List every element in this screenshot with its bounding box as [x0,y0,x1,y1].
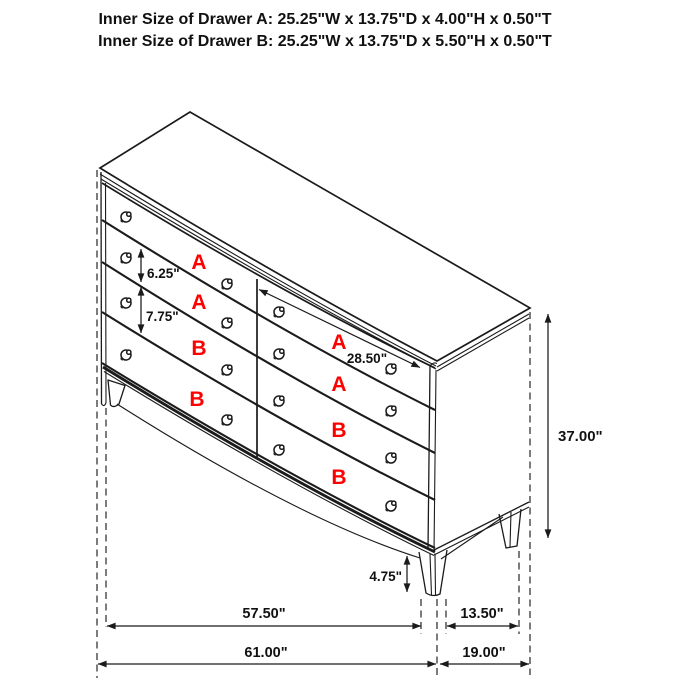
drawer-knob-icon [274,349,284,359]
drawer-label-left-4: B [189,388,205,411]
drawer-label-right-1: A [331,331,347,354]
dim-front-width [107,606,421,626]
drawer-knob-icon [222,365,232,375]
dim-drawer-b-front-height [141,287,179,333]
drawer-knob-icon [222,279,232,289]
apron-bottom-edge [117,404,420,558]
drawer-label-left-3: B [191,337,207,360]
drawer-knob-icon [121,253,131,263]
dresser-left-stile [101,172,106,406]
dim-overall-depth [440,645,529,664]
dim-overall-height [548,314,603,538]
dim-label-leg-height: 4.75" [369,569,402,584]
dim-label-overall-height: 37.00" [558,428,603,445]
dim-label-front-width: 57.50" [242,606,286,622]
drawer-knob-icon [274,396,284,406]
dim-label-overall-depth: 19.00" [462,645,506,661]
drawer-knob-icon [386,364,396,374]
title-line-drawer-b: Inner Size of Drawer B: 25.25"W x 13.75"D x 5.50"H x 0.50"T [98,33,552,50]
drawer-knob-icon [121,350,131,360]
drawer-knob-icon [386,406,396,416]
dim-label-overall-width: 61.00" [244,645,288,661]
diagram-title [98,11,552,50]
drawer-separator [102,312,435,500]
dim-label-drawer-width: 28.50" [346,351,388,366]
dim-drawer-a-front-height [141,249,180,282]
side-apron-edge [441,517,503,559]
dim-side-depth [447,606,518,626]
drawer-knob-icon [121,298,131,308]
dim-overall-width [98,645,436,664]
front-right-foot [419,550,447,596]
drawer-knob-icon [121,212,131,222]
drawer-knob-icon [386,501,396,511]
drawer-knob-icon [274,307,284,317]
dresser-side-panel [428,363,529,559]
dim-label-side-depth: 13.50" [460,606,504,622]
dim-label-drawer-b-front-height: 7.75" [146,309,179,324]
drawer-label-left-2: A [191,291,207,314]
drawer-bottom-edge [102,363,435,548]
drawer-knob-icon [386,453,396,463]
drawer-label-right-3: B [331,419,347,442]
drawer-label-right-2: A [331,373,347,396]
front-right-corner-post [428,366,430,550]
dresser-skirt [103,367,435,558]
front-left-foot [108,380,125,407]
dim-leg-height [369,556,407,592]
side-bottom-edge [434,502,529,550]
drawer-label-right-4: B [331,466,347,489]
drawer-label-left-1: A [191,251,207,274]
drawer-knob-icon [222,318,232,328]
drawer-knob-icon [222,415,232,425]
dresser-drawing [100,112,530,596]
title-line-drawer-a: Inner Size of Drawer A: 25.25"W x 13.75"D x 4.00"H x 0.50"T [98,11,552,28]
drawer-knob-icon [274,445,284,455]
dim-label-drawer-a-front-height: 6.25" [147,266,180,281]
